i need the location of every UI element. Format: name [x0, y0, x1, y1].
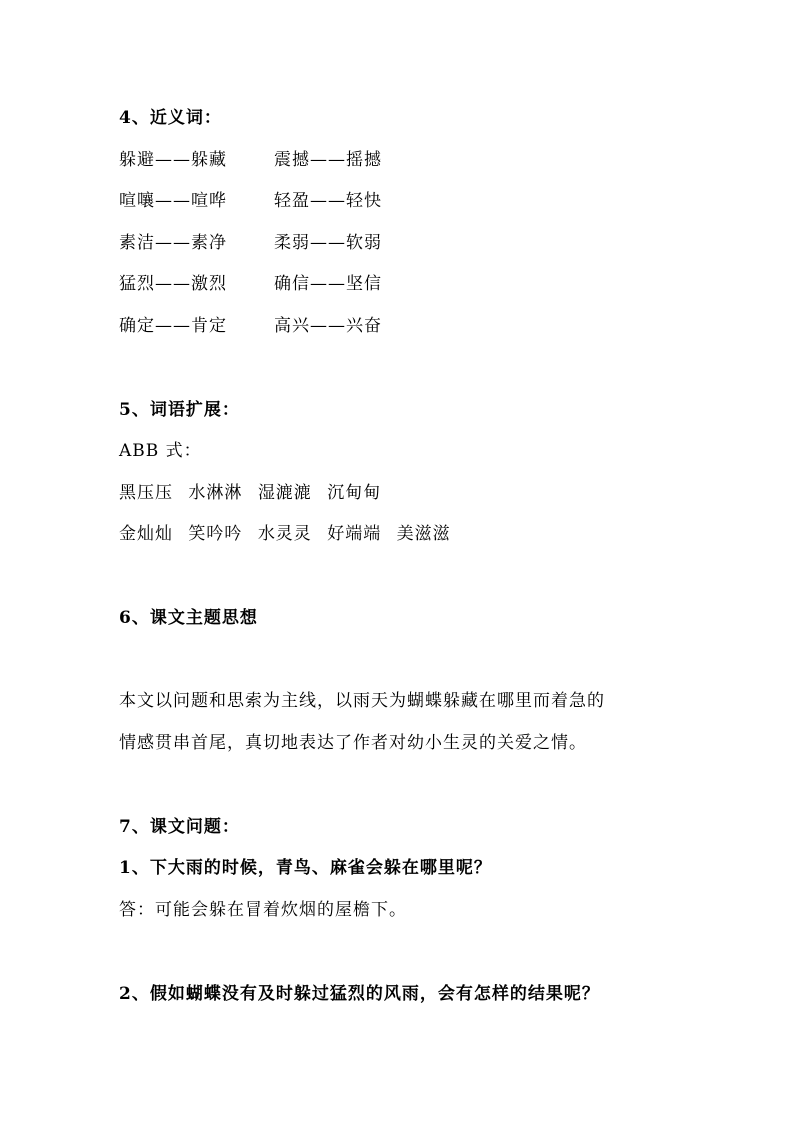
- abb-word-row: [119, 481, 390, 505]
- synonym-row: [119, 148, 382, 172]
- synonym-pair: 柔弱——软弱: [274, 233, 382, 253]
- synonym-row: [119, 189, 382, 213]
- abb-word: 水淋淋: [188, 483, 243, 503]
- question-1: 1、下大雨的时候，青鸟、麻雀会躲在哪里呢？: [119, 858, 492, 878]
- theme-paragraph-line: 本文以问题和思索为主线，以雨天为蝴蝶躲藏在哪里而着急的: [119, 691, 605, 711]
- section-4-heading: 4、近义词：: [119, 108, 222, 128]
- section-5-heading: 5、词语扩展：: [119, 400, 240, 420]
- synonym-row: [119, 272, 382, 296]
- synonym-pair: 确定——肯定: [119, 316, 227, 336]
- abb-word: 水灵灵: [257, 524, 312, 544]
- question-2: 2、假如蝴蝶没有及时躲过猛烈的风雨，会有怎样的结果呢？: [119, 984, 600, 1004]
- synonym-row: [119, 314, 382, 338]
- synonym-pair: 喧嚷——喧哗: [119, 191, 227, 211]
- abb-word: 湿漉漉: [257, 483, 312, 503]
- synonym-pair: 轻盈——轻快: [274, 191, 382, 211]
- abb-word: 美滋滋: [396, 524, 451, 544]
- synonym-pair: 躲避——躲藏: [119, 150, 227, 170]
- abb-word: 好端端: [327, 524, 382, 544]
- abb-word: 笑吟吟: [188, 524, 243, 544]
- synonym-pair: 震撼——摇撼: [274, 150, 382, 170]
- theme-paragraph-line: 情感贯串首尾，真切地表达了作者对幼小生灵的关爱之情。: [119, 733, 587, 753]
- section-7-heading: 7、课文问题：: [119, 817, 240, 837]
- abb-word-row: [119, 522, 460, 546]
- abb-word: 黑压压: [119, 483, 173, 503]
- synonym-pair: 猛烈——激烈: [119, 274, 227, 294]
- synonym-pair: 素洁——素净: [119, 233, 227, 253]
- abb-word: 沉甸甸: [327, 483, 382, 503]
- abb-subheading: ABB 式：: [119, 441, 202, 461]
- answer-1: 答：可能会躲在冒着炊烟的屋檐下。: [119, 900, 407, 920]
- abb-word: 金灿灿: [119, 524, 173, 544]
- synonym-row: [119, 231, 382, 255]
- synonym-pair: 高兴——兴奋: [274, 316, 382, 336]
- section-6-heading: 6、课文主题思想: [119, 608, 258, 628]
- synonym-pair: 确信——坚信: [274, 274, 382, 294]
